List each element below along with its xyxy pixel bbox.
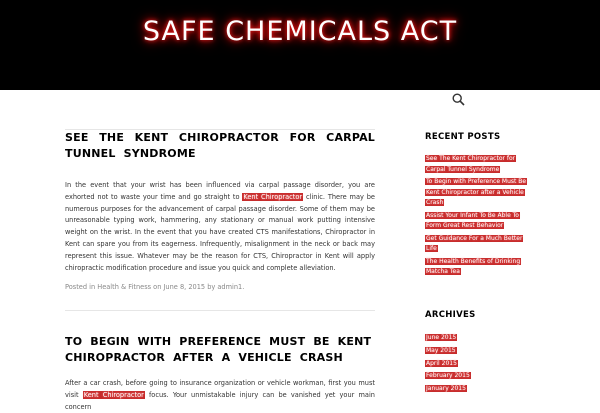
- category-link[interactable]: Health & Fitness: [97, 283, 152, 292]
- recent-post-link[interactable]: Get Guidance For a Much Better Life: [426, 234, 523, 252]
- recent-post-link[interactable]: See The Kent Chiropractor for Carpal Tunnel Syndrome: [426, 155, 516, 173]
- divider: [65, 310, 375, 311]
- widget-title: RECENT POSTS: [425, 132, 501, 142]
- recent-posts-widget: [425, 132, 535, 280]
- post-text: In the event that your wrist has been influenced via carpal passage disorder, you are exhorted not to waste your time and go straight to: [65, 181, 375, 201]
- author-link[interactable]: admin1: [217, 283, 243, 292]
- site-header: [0, 0, 600, 90]
- recent-post-item[interactable]: [425, 177, 535, 209]
- archive-item[interactable]: [425, 345, 535, 358]
- archive-item[interactable]: [425, 383, 535, 396]
- search-icon[interactable]: [452, 93, 465, 106]
- archives-widget: [425, 310, 535, 396]
- archive-item[interactable]: [425, 370, 535, 383]
- archives-list: [425, 332, 535, 396]
- recent-post-item[interactable]: [425, 154, 535, 175]
- recent-post-link[interactable]: Assist Your Infant To Be Able To Form Great Rest Behavior: [426, 211, 519, 229]
- recent-post-link[interactable]: To Begin with Preference Must Be Kent Chiropractor after a Vehicle Crash: [426, 178, 527, 206]
- archive-item[interactable]: [425, 332, 535, 345]
- post-body: [65, 180, 375, 274]
- recent-post-item[interactable]: [425, 234, 535, 255]
- post-article: [65, 334, 375, 413]
- archive-link[interactable]: February 2015: [426, 372, 470, 380]
- recent-posts-list: [425, 154, 535, 278]
- post-article: [65, 130, 375, 292]
- archive-link[interactable]: May 2015: [426, 346, 456, 354]
- meta-label: .: [242, 283, 245, 292]
- post-meta: [65, 282, 375, 292]
- post-text: focus. Your unmistakable injury can be vanished yet your main concern: [65, 390, 375, 411]
- recent-post-item[interactable]: [425, 211, 535, 232]
- meta-label: by: [205, 283, 218, 292]
- meta-label: on: [151, 283, 164, 292]
- post-body: [65, 378, 375, 413]
- archive-link[interactable]: April 2015: [426, 359, 457, 367]
- post-link[interactable]: Kent Chiropractor: [83, 390, 144, 399]
- date-link[interactable]: June 8, 2015: [163, 283, 206, 292]
- post-text: After a car crash, before going to insurance organization or vehicle workman, first you must visit: [65, 379, 375, 399]
- archive-item[interactable]: [425, 358, 535, 371]
- recent-post-link[interactable]: The Health Benefits of Drinking Matcha Tea: [426, 257, 521, 275]
- post-link[interactable]: Kent Chiropractor: [243, 192, 303, 201]
- meta-label: Posted in: [65, 283, 98, 292]
- post-title[interactable]: SEE THE KENT CHIROPRACTOR FOR CARPAL TUNNEL SYNDROME: [65, 131, 375, 160]
- post-text: clinic. There may be numerous purposes for the advancement of carpal passage disorder. Some of them may be unreasonable typing work, hammering, any stationary or manual work putting intensive weight on the wrist. In the event that you have created CTS manifestations, Chiropractor in Kent can spare you from its eagerness. Infrequently, misalignment in the neck or back may represent this issue. Whatever may be the reason for CTS, Chiropractor in Kent will apply chiropractic modification procedure and issue you quick and complete alleviation.: [65, 192, 375, 272]
- widget-title: ARCHIVES: [425, 310, 476, 320]
- archive-link[interactable]: June 2015: [426, 334, 457, 341]
- recent-post-item[interactable]: [425, 257, 535, 278]
- nav-bar: [0, 90, 600, 110]
- site-title[interactable]: SAFE CHEMICALS ACT: [142, 16, 458, 47]
- archive-link[interactable]: January 2015: [426, 385, 466, 393]
- post-title[interactable]: TO BEGIN WITH PREFERENCE MUST BE KENT CHIROPRACTOR AFTER A VEHICLE CRASH: [65, 335, 372, 364]
